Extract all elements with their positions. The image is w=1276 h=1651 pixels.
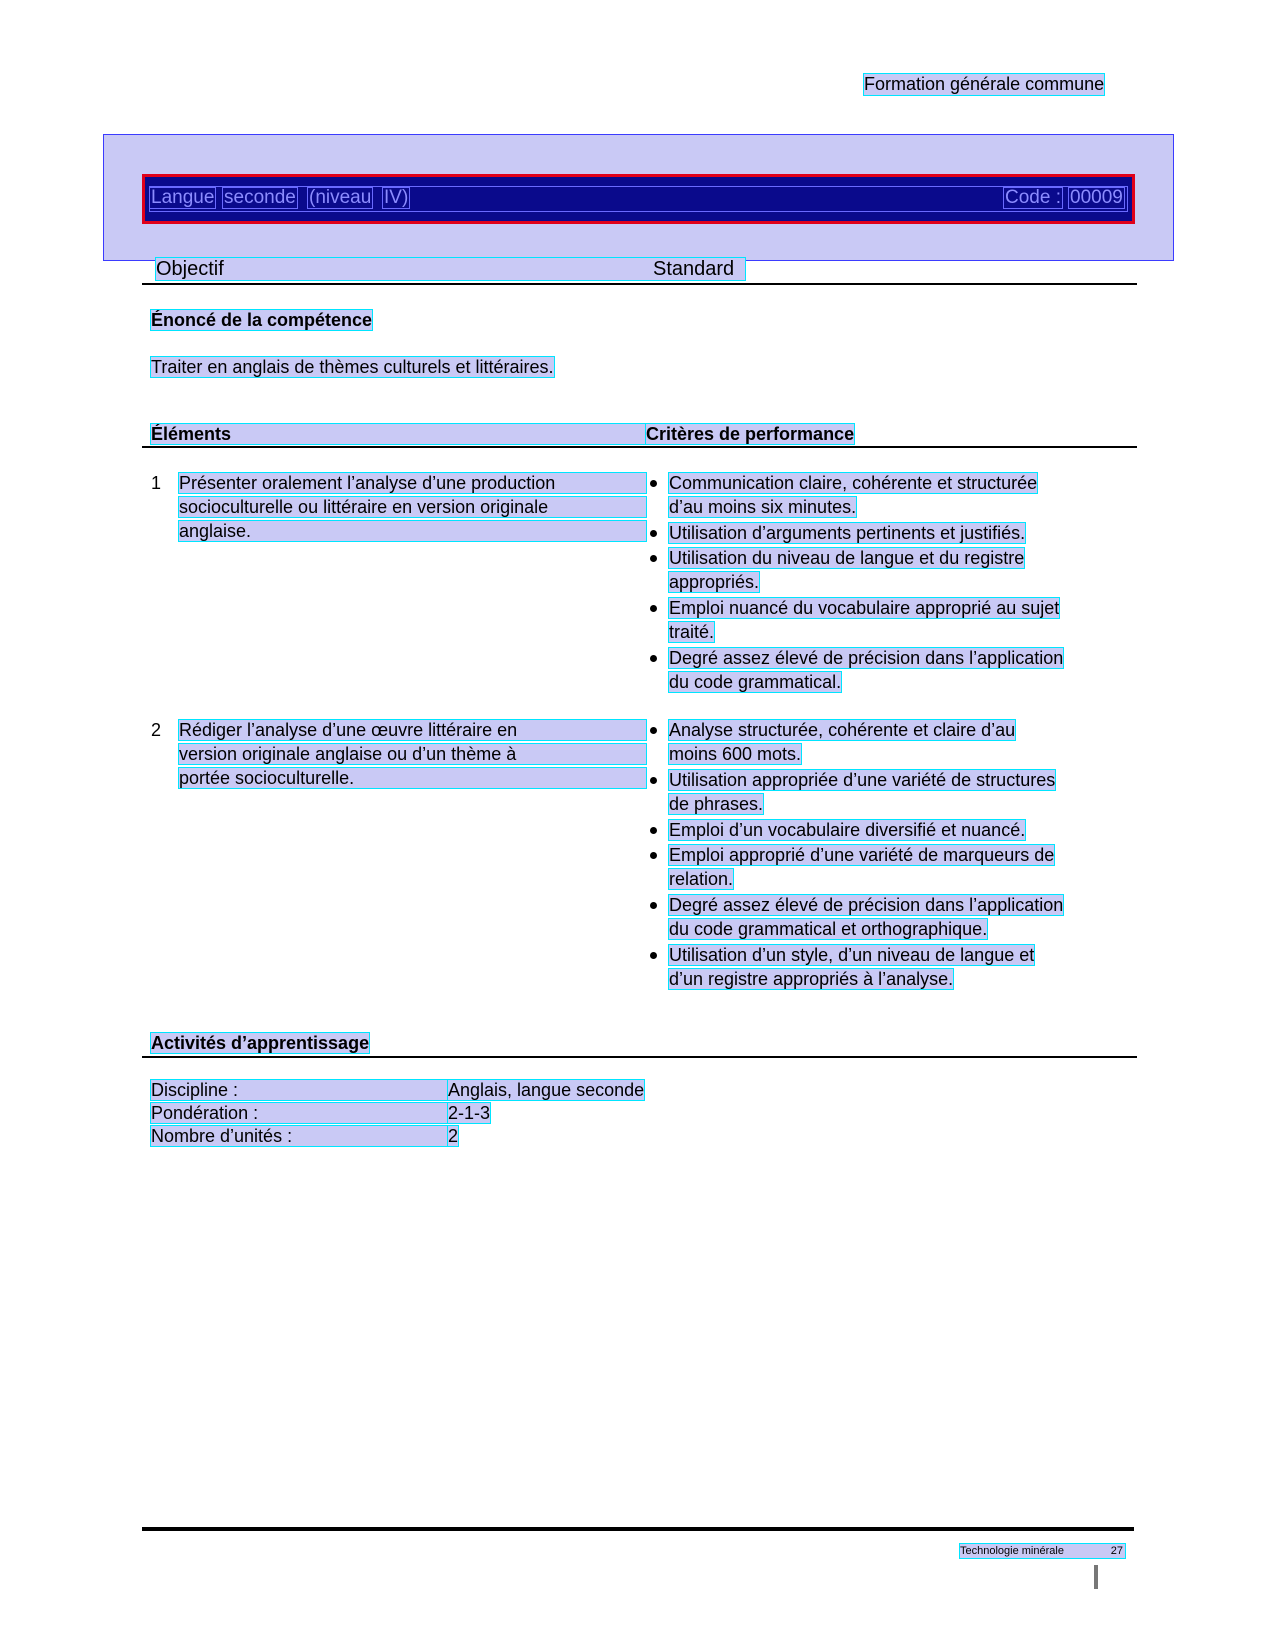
units-label: Nombre d’unités : — [151, 1126, 448, 1146]
criterion-line: Degré assez élevé de précision dans l’application — [669, 895, 1064, 915]
element-number: 2 — [151, 720, 162, 740]
criterion-line: moins 600 mots. — [669, 744, 802, 764]
objectif-row — [156, 258, 745, 280]
element-number: 1 — [151, 473, 162, 493]
table-header-rule — [142, 446, 1137, 448]
bullet-icon — [650, 655, 657, 662]
discipline-value: Anglais, langue seconde — [448, 1080, 645, 1100]
element-line: Présenter oralement l’analyse d’une production — [179, 473, 646, 493]
code-value: 00009 — [1070, 187, 1123, 208]
footer-text: Technologie minérale — [960, 1545, 1064, 1557]
objectif-label: Objectif — [156, 258, 224, 280]
bullet-icon — [650, 480, 657, 487]
objectif-value: Standard — [653, 258, 735, 280]
discipline-label: Discipline : — [151, 1080, 448, 1100]
bullet-icon — [650, 530, 657, 537]
title-word-4: IV) — [384, 187, 409, 208]
objectif-rule — [142, 283, 1137, 285]
element-line: version originale anglaise ou d’un thème à — [179, 744, 646, 764]
bullet-icon — [650, 902, 657, 909]
element-line: anglaise. — [179, 521, 646, 541]
page-footer — [960, 1544, 1125, 1558]
criterion-line: Utilisation appropriée d’une variété de structures — [669, 770, 1056, 790]
element-line: Rédiger l’analyse d’une œuvre littéraire en — [179, 720, 646, 740]
criterion-line: Utilisation d’arguments pertinents et justifiés. — [669, 523, 1026, 543]
footer-mark — [1094, 1565, 1098, 1589]
title-word-2: seconde — [224, 187, 296, 208]
criterion-line: Utilisation d’un style, d’un niveau de langue et — [669, 945, 1035, 965]
criterion-line: du code grammatical et orthographique. — [669, 919, 988, 939]
competence-text: Traiter en anglais de thèmes culturels et littéraires. — [151, 357, 554, 377]
bullet-icon — [650, 827, 657, 834]
code-label: Code : — [1005, 187, 1061, 208]
bullet-icon — [650, 952, 657, 959]
page-number: 27 — [1110, 1545, 1123, 1557]
bullet-icon — [650, 727, 657, 734]
element-line: portée socioculturelle. — [179, 768, 646, 788]
criterion-line: de phrases. — [669, 794, 764, 814]
title-word-3: (niveau — [309, 187, 372, 208]
ponderation-label: Pondération : — [151, 1103, 448, 1123]
criterion-line: Analyse structurée, cohérente et claire d’au — [669, 720, 1016, 740]
competence-heading: Énoncé de la compétence — [151, 310, 373, 330]
bullet-icon — [650, 852, 657, 859]
criterion-line: Emploi d’un vocabulaire diversifié et nuancé. — [669, 820, 1026, 840]
footer-rule — [142, 1527, 1134, 1531]
units-value: 2 — [448, 1126, 459, 1146]
criterion-line: traité. — [669, 622, 715, 642]
criterion-line: Utilisation du niveau de langue et du registre — [669, 548, 1025, 568]
bullet-icon — [650, 555, 657, 562]
criterion-line: relation. — [669, 869, 734, 889]
criterion-line: Communication claire, cohérente et structurée — [669, 473, 1038, 493]
activites-heading: Activités d’apprentissage — [151, 1033, 370, 1053]
criteria-heading: Critères de performance — [646, 424, 855, 444]
criterion-line: du code grammatical. — [669, 672, 842, 692]
criterion-line: Degré assez élevé de précision dans l’application — [669, 648, 1064, 668]
title-word-1: Langue — [151, 187, 215, 208]
activites-rule — [142, 1056, 1137, 1058]
program-header: Formation générale commune — [864, 74, 1105, 94]
criterion-line: appropriés. — [669, 572, 760, 592]
ponderation-value: 2-1-3 — [448, 1103, 491, 1123]
criterion-line: Emploi approprié d’une variété de marqueurs de — [669, 845, 1055, 865]
criterion-line: d’un registre appropriés à l’analyse. — [669, 969, 954, 989]
bullet-icon — [650, 777, 657, 784]
criterion-line: Emploi nuancé du vocabulaire approprié au sujet — [669, 598, 1060, 618]
elements-heading: Éléments — [151, 424, 646, 444]
criterion-line: d’au moins six minutes. — [669, 497, 857, 517]
element-line: socioculturelle ou littéraire en version originale — [179, 497, 646, 517]
bullet-icon — [650, 605, 657, 612]
